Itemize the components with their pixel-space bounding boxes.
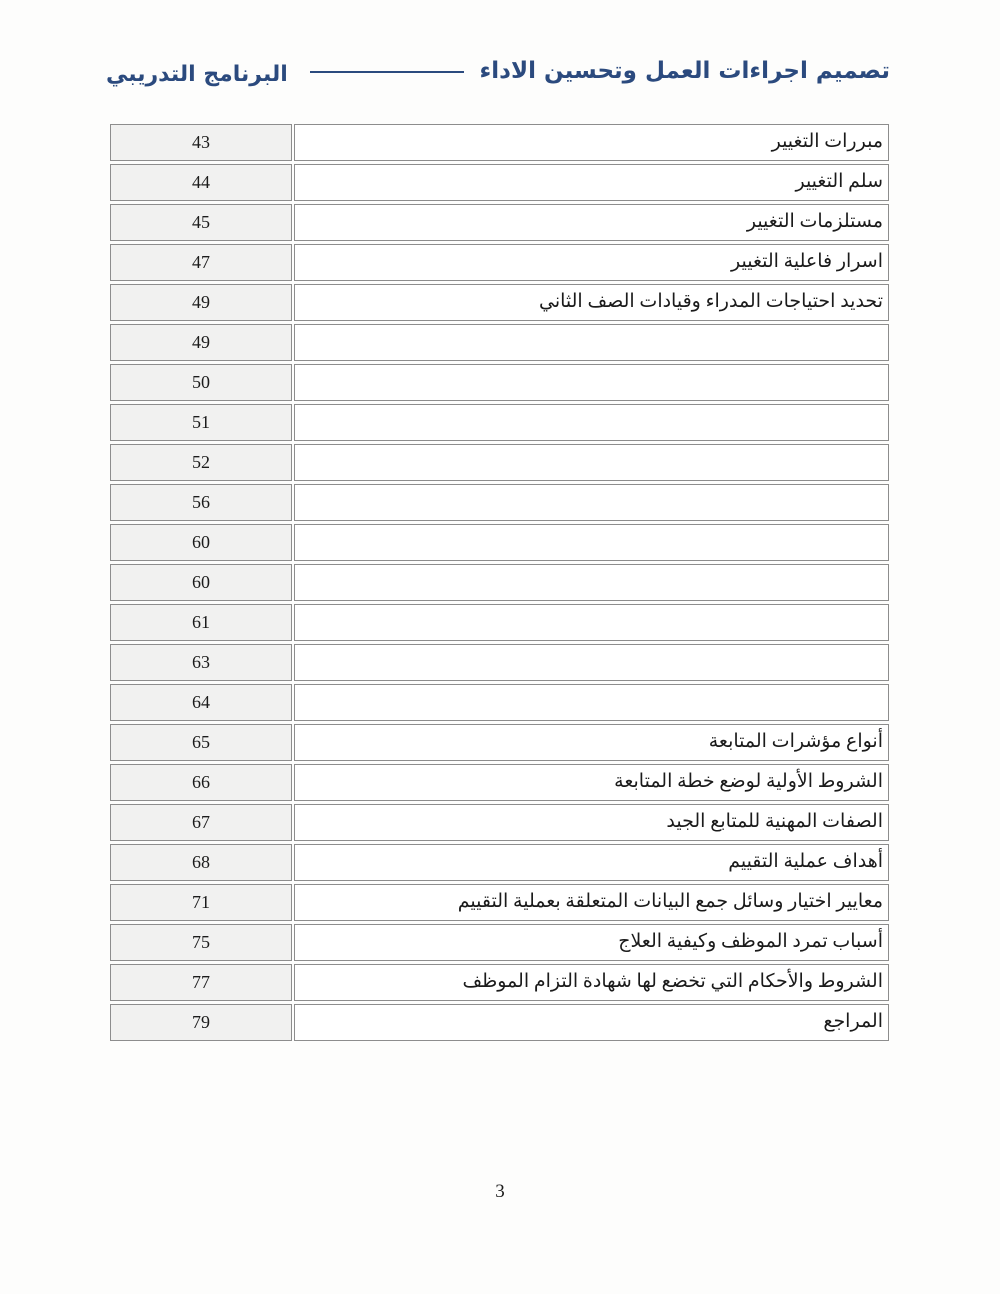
toc-entry-title (294, 444, 889, 481)
toc-row (110, 524, 889, 561)
toc-page-number: 52 (110, 444, 292, 481)
toc-entry-title: تحديد احتياجات المدراء وقيادات الصف الثاني (294, 284, 889, 321)
toc-table (108, 121, 891, 1044)
toc-page-number: 44 (110, 164, 292, 201)
header-program-title: البرنامج التدريبي (106, 62, 288, 87)
toc-entry-title (294, 404, 889, 441)
toc-row (110, 924, 889, 961)
toc-row (110, 644, 889, 681)
toc-page-number: 60 (110, 564, 292, 601)
toc-row (110, 364, 889, 401)
toc-row (110, 404, 889, 441)
toc-entry-title: المراجع (294, 1004, 889, 1041)
toc-row (110, 804, 889, 841)
toc-body (110, 124, 889, 1041)
toc-row (110, 604, 889, 641)
toc-row (110, 964, 889, 1001)
toc-entry-title: الشروط والأحكام التي تخضع لها شهادة التزام الموظف (294, 964, 889, 1001)
toc-entry-title: اسرار فاعلية التغيير (294, 244, 889, 281)
toc-page-number: 49 (110, 324, 292, 361)
toc-page-number: 65 (110, 724, 292, 761)
toc-page-number: 50 (110, 364, 292, 401)
toc-entry-title (294, 484, 889, 521)
toc-row (110, 844, 889, 881)
toc-entry-title (294, 644, 889, 681)
toc-page-number: 43 (110, 124, 292, 161)
toc-row (110, 164, 889, 201)
toc-row (110, 1004, 889, 1041)
header-document-title: تصميم اجراءات العمل وتحسين الاداء (479, 57, 890, 84)
toc-page-number: 49 (110, 284, 292, 321)
toc-page-number: 67 (110, 804, 292, 841)
toc-row (110, 284, 889, 321)
toc-entry-title: أسباب تمرد الموظف وكيفية العلاج (294, 924, 889, 961)
toc-entry-title (294, 524, 889, 561)
toc-page-number: 75 (110, 924, 292, 961)
toc-row (110, 884, 889, 921)
toc-entry-title (294, 364, 889, 401)
toc-row (110, 444, 889, 481)
header-divider-rule (310, 71, 464, 76)
toc-entry-title: سلم التغيير (294, 164, 889, 201)
toc-row (110, 484, 889, 521)
toc-entry-title (294, 564, 889, 601)
toc-entry-title: مبررات التغيير (294, 124, 889, 161)
toc-page-number: 71 (110, 884, 292, 921)
toc-row (110, 124, 889, 161)
toc-entry-title (294, 684, 889, 721)
toc-row (110, 764, 889, 801)
toc-page-number: 63 (110, 644, 292, 681)
toc-row (110, 684, 889, 721)
toc-row (110, 244, 889, 281)
toc-entry-title: معايير اختيار وسائل جمع البيانات المتعلقة بعملية التقييم (294, 884, 889, 921)
page-number: 3 (495, 1181, 505, 1202)
toc-page-number: 56 (110, 484, 292, 521)
toc-page-number: 66 (110, 764, 292, 801)
toc-entry-title (294, 604, 889, 641)
toc-row (110, 324, 889, 361)
toc-page-number: 77 (110, 964, 292, 1001)
toc-entry-title (294, 324, 889, 361)
toc-page-number: 64 (110, 684, 292, 721)
toc-page-number: 61 (110, 604, 292, 641)
toc-entry-title: الصفات المهنية للمتابع الجيد (294, 804, 889, 841)
page-header (106, 54, 890, 87)
toc-row (110, 204, 889, 241)
toc-entry-title: أنواع مؤشرات المتابعة (294, 724, 889, 761)
toc-row (110, 564, 889, 601)
toc-page-number: 79 (110, 1004, 292, 1041)
toc-entry-title: الشروط الأولية لوضع خطة المتابعة (294, 764, 889, 801)
toc-page-number: 68 (110, 844, 292, 881)
toc-entry-title: أهداف عملية التقييم (294, 844, 889, 881)
toc-row (110, 724, 889, 761)
toc-page-number: 60 (110, 524, 292, 561)
toc-page-number: 47 (110, 244, 292, 281)
toc-entry-title: مستلزمات التغيير (294, 204, 889, 241)
toc-page-number: 45 (110, 204, 292, 241)
toc-page-number: 51 (110, 404, 292, 441)
